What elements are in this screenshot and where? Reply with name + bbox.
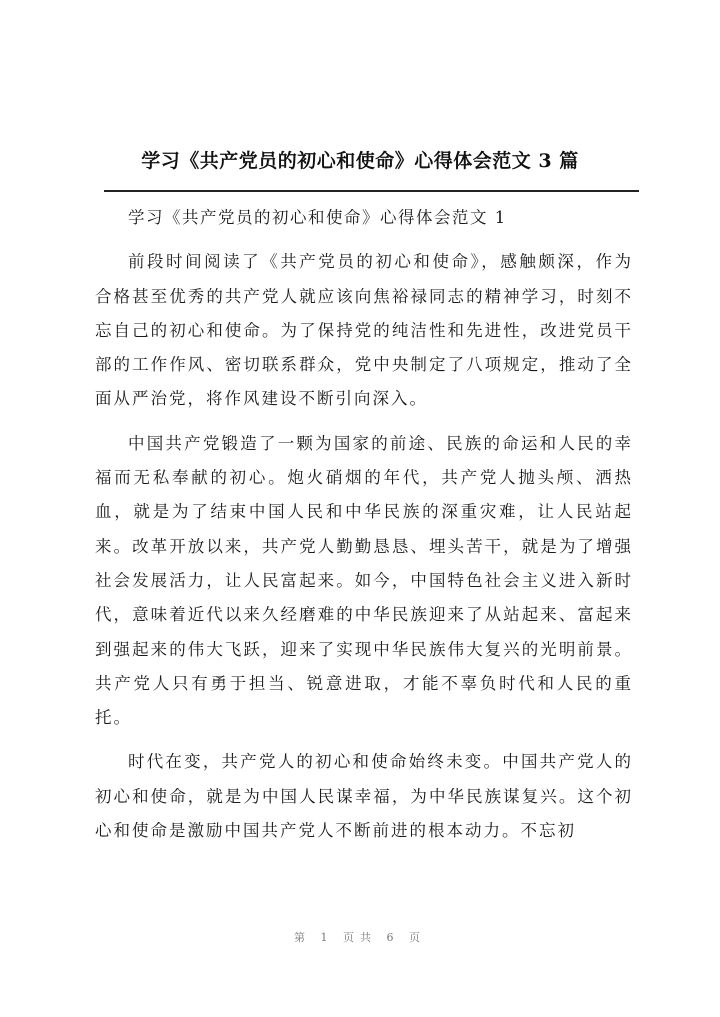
title-divider bbox=[104, 190, 639, 192]
body-paragraph-3: 时代在变，共产党人的初心和使命始终未变。中国共产党人的初心和使命，就是为中国人民谋幸福，为中华民族谋复兴。这个初心和使命是激励中国共产党人不断前进的根本动力。不忘初 bbox=[95, 752, 633, 841]
body-paragraph-1: 前段时间阅读了《共产党员的初心和使命》，感触颇深，作为合格甚至优秀的共产党人就应该向焦裕禄同志的精神学习，时刻不忘自己的初心和使命。为了保持党的纯洁性和先进性，改进党员干部的工作作风、密切联系群众，党中央制定了八项规定，推动了全面从严治党，将作风建设不断引向深入。 bbox=[95, 252, 633, 409]
page-number-footer: 第 1 页共 6 页 bbox=[294, 931, 426, 944]
document-title: 学习《共产党员的初心和使命》心得体会范文 3 篇 bbox=[141, 150, 579, 172]
body-paragraph-2: 中国共产党锻造了一颗为国家的前途、民族的命运和人民的幸福而无私奉献的初心。炮火硝烟的年代，共产党人抛头颅、洒热血，就是为了结束中国人民和中华民族的深重灾难，让人民站起来。改革开放以来，共产党人勤勤恳恳、埋头苦干，就是为了增强社会发展活力，让人民富起来。如今，中国特色社会主义进入新时代，意味着近代以来久经磨难的中华民族迎来了从站起来、富起来到强起来的伟大飞跃，迎来了实现中华民族伟大复兴的光明前景。共产党人只有勇于担当、锐意进取，才能不辜负时代和人民的重托。 bbox=[95, 433, 633, 728]
document-body bbox=[95, 201, 633, 848]
section-subtitle: 学习《共产党员的初心和使命》心得体会范文 1 bbox=[128, 208, 507, 227]
